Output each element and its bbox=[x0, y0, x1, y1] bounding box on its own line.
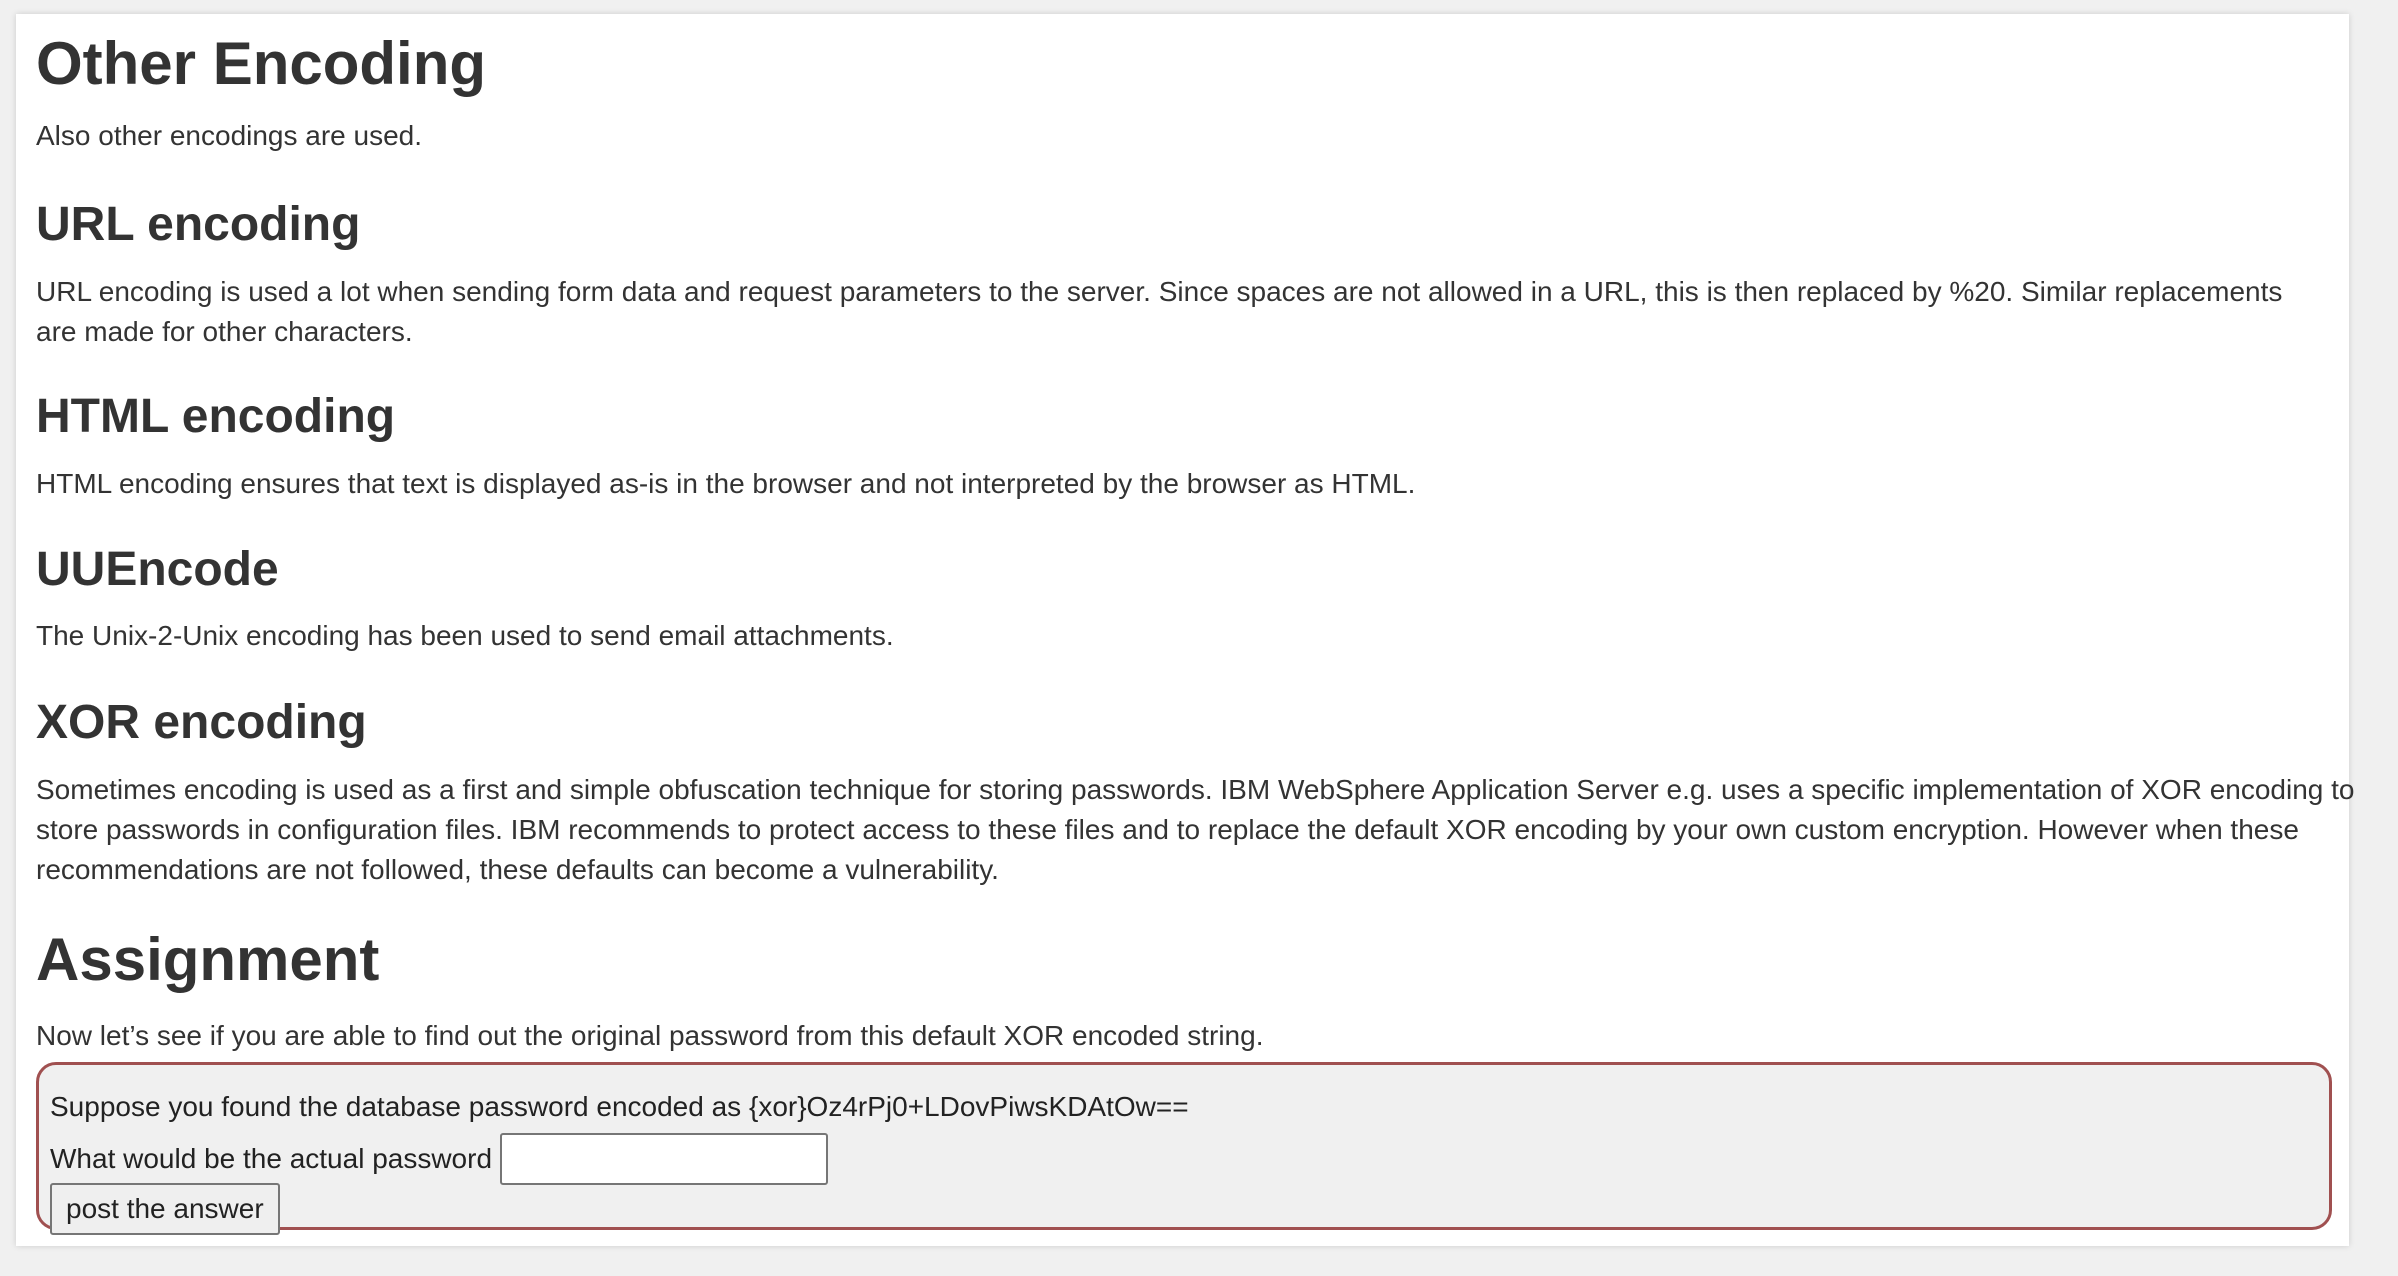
heading-html-encoding: HTML encoding bbox=[36, 390, 396, 443]
text-assignment: Now let’s see if you are able to find out the original password from this default XOR encoded string. bbox=[36, 1020, 1264, 1051]
heading-xor-encoding: XOR encoding bbox=[36, 696, 367, 749]
heading-assignment: Assignment bbox=[36, 926, 380, 993]
text-uuencode: The Unix-2-Unix encoding has been used to send email attachments. bbox=[36, 620, 894, 651]
text-xor-encoding: Sometimes encoding is used as a first and simple obfuscation technique for storing passwords. IBM WebSphere Application Server e.g. uses a specific implementation of XOR encoding to store passwords in configuration files. IBM recommends to protect access to these files and to replace the default XOR encoding by your own custom encryption. However when these recommendations are not followed, these defaults can become a vulnerability. bbox=[36, 774, 2355, 885]
text-url-encoding: URL encoding is used a lot when sending form data and request parameters to the server. Since spaces are not allowed in a URL, this is then replaced by %20. Similar replacements are made for other characters. bbox=[36, 276, 2283, 347]
text-other-encoding: Also other encodings are used. bbox=[36, 120, 423, 151]
lesson-page bbox=[16, 14, 2355, 1246]
assignment-form bbox=[36, 1062, 2332, 1230]
heading-other-encoding: Other Encoding bbox=[36, 30, 486, 97]
encoded-password-prompt: Suppose you found the database password encoded as {xor}Oz4rPj0+LDovPiwsKDAtOw== bbox=[50, 1091, 1189, 1122]
password-answer-input[interactable] bbox=[500, 1133, 828, 1185]
text-html-encoding: HTML encoding ensures that text is displayed as-is in the browser and not interpreted by the browser as HTML. bbox=[36, 468, 1416, 499]
post-answer-button[interactable]: post the answer bbox=[50, 1183, 280, 1235]
password-question-row bbox=[50, 1133, 828, 1185]
heading-uuencode: UUEncode bbox=[36, 543, 279, 596]
password-question-label: What would be the actual password bbox=[50, 1143, 493, 1174]
heading-url-encoding: URL encoding bbox=[36, 198, 361, 251]
